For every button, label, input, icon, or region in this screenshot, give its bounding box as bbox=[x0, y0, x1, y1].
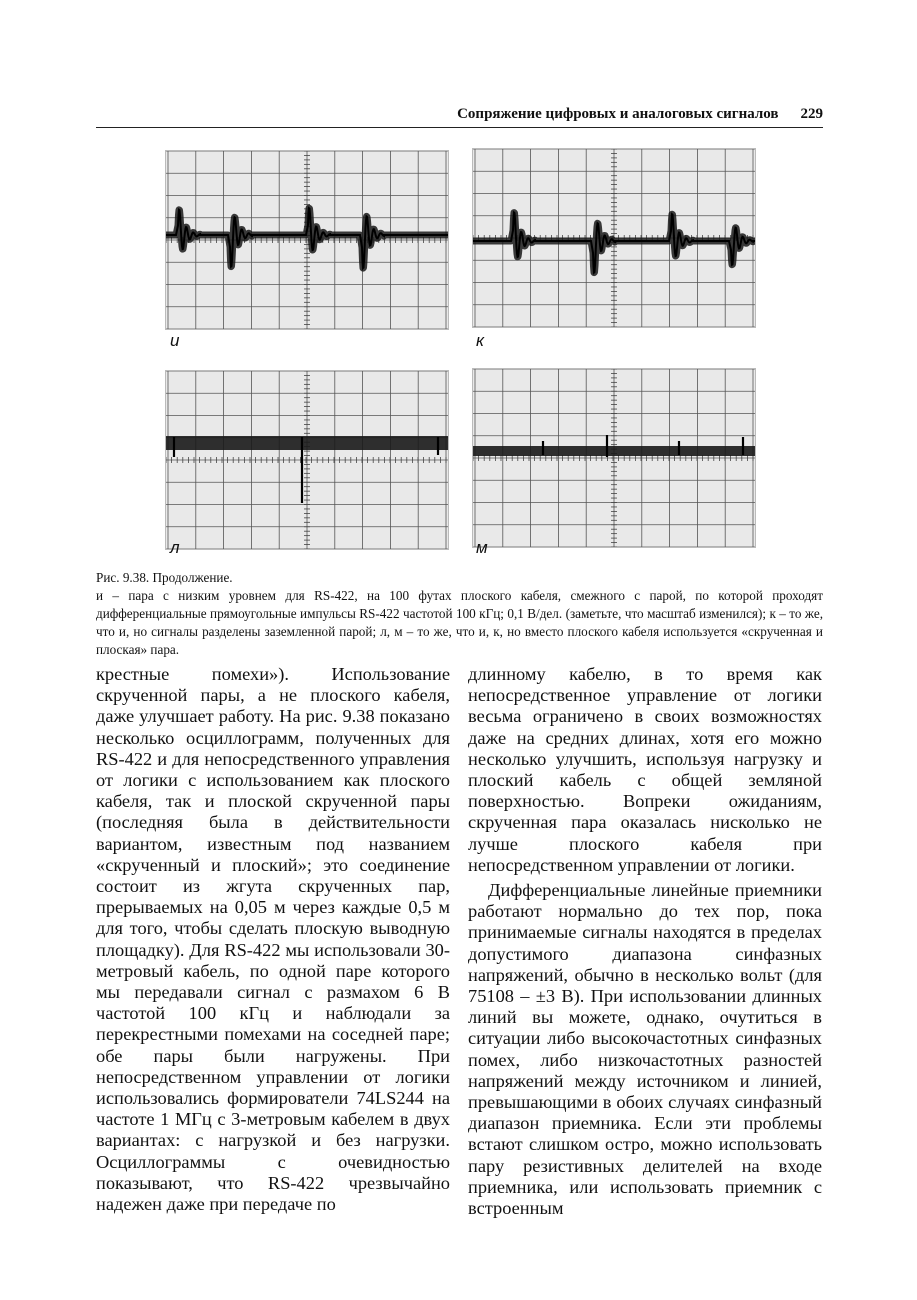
header-rule bbox=[96, 127, 823, 128]
page-number: 229 bbox=[800, 106, 823, 122]
right-column bbox=[468, 664, 822, 1219]
oscilloscope-screen bbox=[473, 369, 755, 547]
left-column bbox=[96, 664, 450, 1215]
trace-band bbox=[166, 436, 448, 450]
running-head bbox=[96, 106, 823, 123]
panel-label-l: л bbox=[170, 538, 180, 557]
panel-label-m: м bbox=[476, 538, 488, 557]
oscilloscope-screen bbox=[166, 371, 448, 549]
left-column-text: крестные помехи»). Использование скрученной пары, а не плоского кабеля, даже улучшает работу. На рис. 9.38 показано несколько осциллограмм, полученных для RS-422 и для непосредственного управления от логики с использованием как плоского кабеля, так и плоской скрученной пары (последняя была в действительности вариантом, известным под названием «скрученный и плоский»; это соединение состоит из жгута скрученных пар, прерываемых на 0,05 м через каждые 0,5 м для того, чтобы сделать плоскую выводную площадку). Для RS-422 мы использовали 30-метровый кабель, по одной паре которого мы передавали сигнал с размахом 6 В частотой 100 кГц и наблюдали за перекрестными помехами на соседней паре; обе пары были нагружены. При непосредственном управлении от логики использовались формирователи 74LS244 на частоте 1 МГц с 3-метровым кабелем в двух вариантах: с нагрузкой и без нагрузки. Осциллограммы с очевидностью показывают, что RS-422 чрезвычайно надежен даже при передаче по bbox=[96, 664, 450, 1215]
oscillogram-i bbox=[165, 150, 449, 330]
oscillogram-k bbox=[472, 148, 756, 328]
oscillogram-l bbox=[165, 370, 449, 550]
trace-band bbox=[473, 446, 755, 456]
oscilloscope-screen bbox=[473, 149, 755, 327]
running-head-title: Сопряжение цифровых и аналоговых сигналов bbox=[457, 106, 779, 122]
right-column-paragraph-1: длинному кабелю, в то время как непосредственное управление от логики весьма ограничено в своих возможностях даже на средних длинах, хотя его можно несколько улучшить, используя нагрузку и плоский кабель с общей земляной поверхностью. Вопреки ожиданиям, скрученная пара оказалась нисколько не лучше плоского кабеля при непосредственном управлении от логики. bbox=[468, 664, 822, 875]
right-column-paragraph-2: Дифференциальные линейные приемники работают нормально до тех пор, пока принимаемые сигналы находятся в пределах допустимого диапазона синфазных напряжений, обычно в несколько вольт (для 75108 – ±3 В). При использовании длинных линий вы можете, однако, очутиться в ситуации либо высокочастотных синфазных помех, либо низкочастотных разностей напряжений между источником и линией, превышающими в обоих случаях синфазный диапазон приемника. Если эти проблемы встают слишком остро, можно использовать пару резистивных делителей на входе приемника, или использовать приемник с встроенным bbox=[468, 880, 822, 1219]
panel-label-i: и bbox=[170, 331, 180, 350]
oscillogram-m bbox=[472, 368, 756, 548]
caption-body: и – пара с низким уровнем для RS-422, на 100 футах плоского кабеля, смежного с парой, по которой проходят дифференциальные прямоугольные импульсы RS-422 частотой 100 кГц; 0,1 В/дел. (заметьте, что масштаб изменился); к – то же, что и, но сигналы разделены заземленной парой; л, м – то же, что и, к, но вместо плоского кабеля используется «скрученная и плоская» пара. bbox=[96, 588, 823, 657]
caption-title: Рис. 9.38. Продолжение. bbox=[96, 570, 233, 585]
figure-caption bbox=[96, 569, 823, 659]
graticule bbox=[166, 151, 448, 329]
panel-label-k: к bbox=[476, 331, 485, 350]
oscilloscope-screen bbox=[166, 151, 448, 329]
graticule bbox=[473, 369, 755, 547]
graticule bbox=[166, 371, 448, 549]
